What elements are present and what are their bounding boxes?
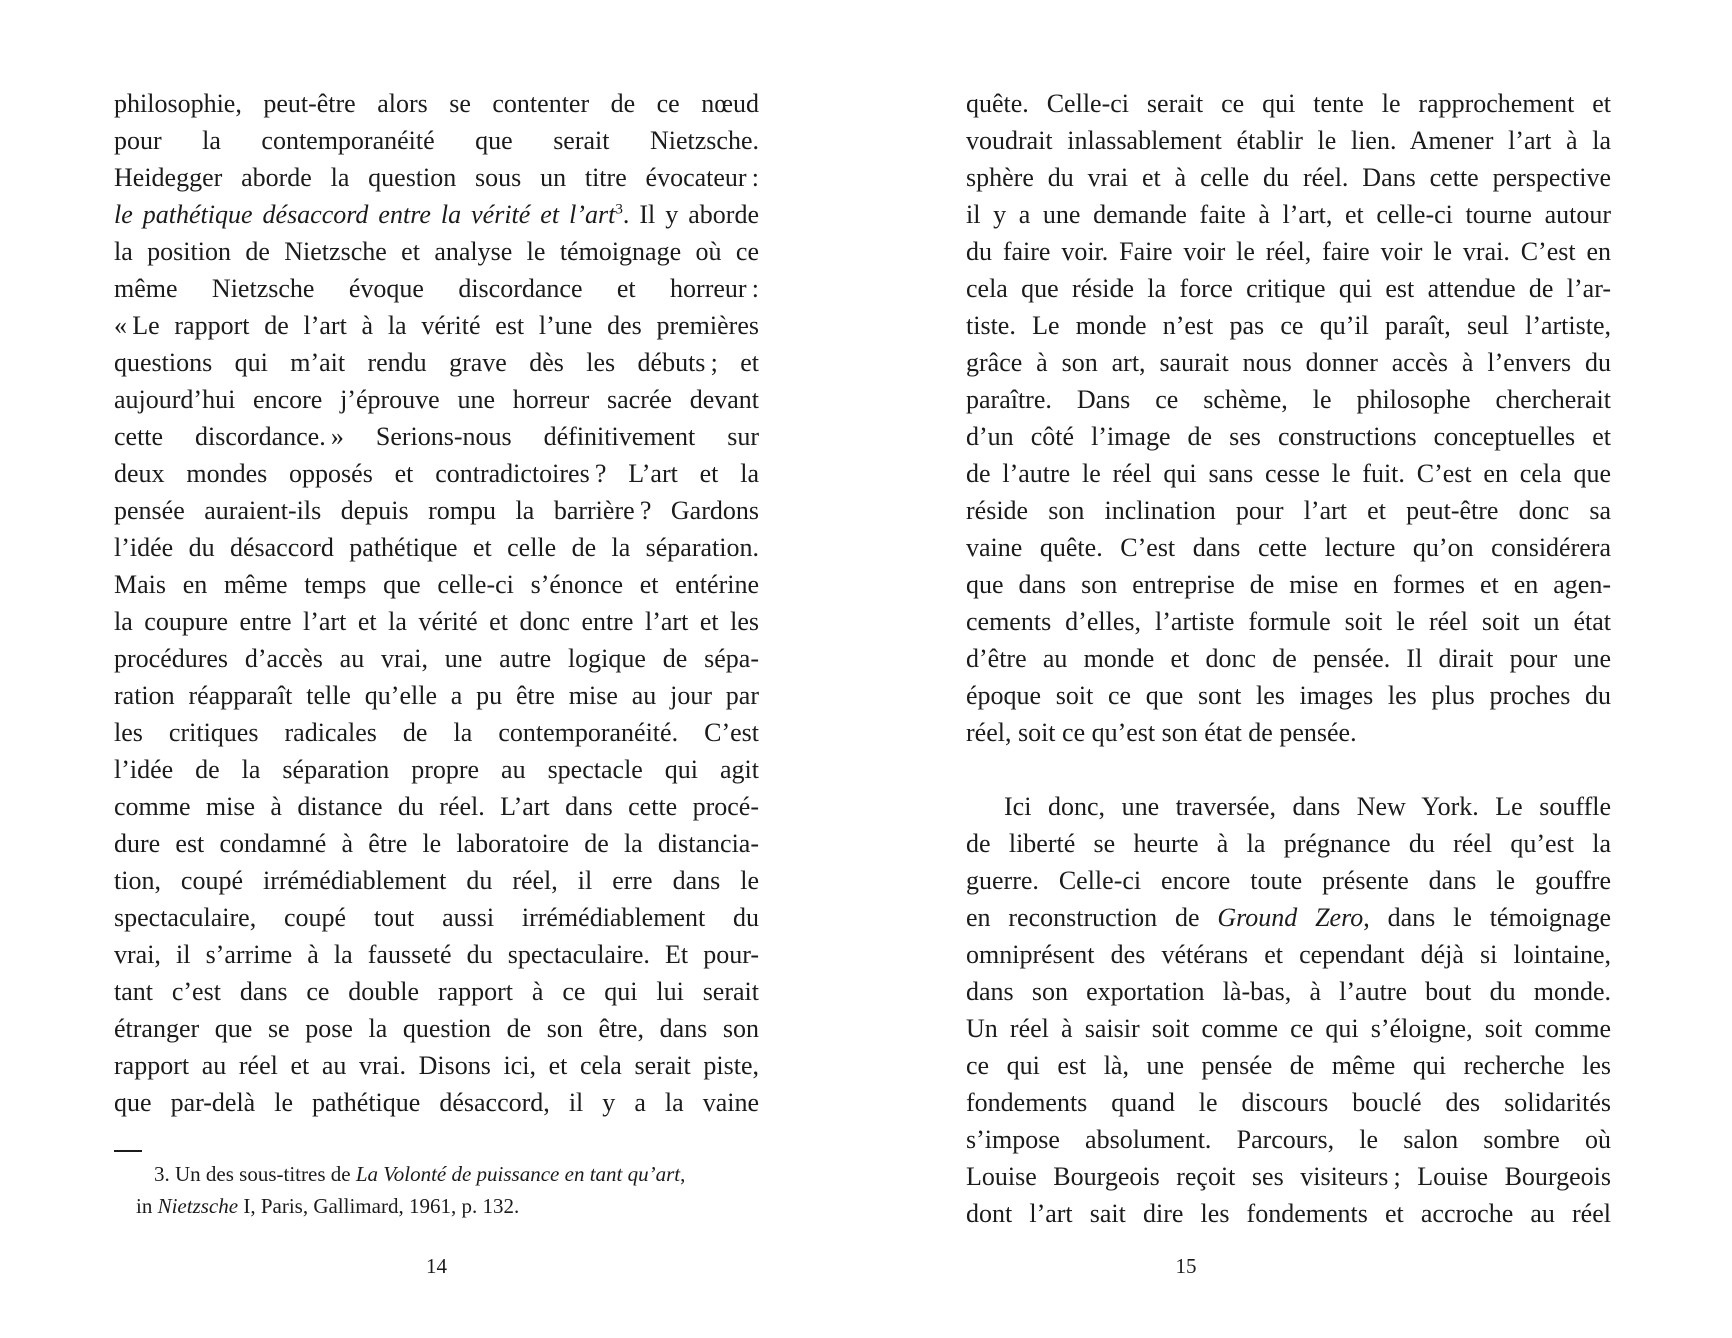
text-line: cette discordance. » Serions-nous définitivement sur [114,422,759,451]
text-line: époque soit ce que sont les images les plus proches du [966,681,1611,710]
text-line: spectaculaire, coupé tout aussi irrémédiablement du [114,903,759,932]
text-line: Louise Bourgeois reçoit ses visiteurs ; Louise Bourgeois [966,1162,1611,1191]
text-line: réside son inclination pour l’art et peut-être donc sa [966,496,1611,525]
text-line: s’impose absolument. Parcours, le salon sombre où [966,1125,1611,1154]
text-line: questions qui m’ait rendu grave dès les débuts ; et [114,348,759,377]
text-line: vrai, il s’arrime à la fausseté du spectaculaire. Et pour- [114,940,759,969]
text-line: paraître. Dans ce schème, le philosophe chercherait [966,385,1611,414]
text-line: d’un côté l’image de ses constructions conceptuelles et [966,422,1611,451]
text-line: aujourd’hui encore j’éprouve une horreur sacrée devant [114,385,759,414]
text-line: vaine quête. C’est dans cette lecture qu’on considérera [966,533,1611,562]
footnote-line: in Nietzsche I, Paris, Gallimard, 1961, p. 132. [136,1194,520,1218]
footnote-line: 3. Un des sous-titres de La Volonté de puissance en tant qu’art, [154,1162,686,1186]
text-line: le pathétique désaccord entre la vérité et l’art$^3$. Il y aborde [114,200,759,229]
text-line: la coupure entre l’art et la vérité et donc entre l’art et les [114,607,759,636]
text-line: rapport au réel et au vrai. Disons ici, et cela serait piste, [114,1051,759,1080]
text-line: voudrait inlassablement établir le lien. Amener l’art à la [966,126,1611,155]
text-line: quête. Celle-ci serait ce qui tente le rapprochement et [966,89,1611,118]
text-line: ce qui est là, une pensée de même qui recherche les [966,1051,1611,1080]
text-line: réel, soit ce qu’est son état de pensée. [966,718,1357,747]
blank-line [966,751,1611,788]
text-line: de liberté se heurte à la prégnance du réel qu’est la [966,829,1611,858]
text-line: d’être au monde et donc de pensée. Il dirait pour une [966,644,1611,673]
text-line: comme mise à distance du réel. L’art dans cette procé- [114,792,759,821]
text-line: du faire voir. Faire voir le réel, faire voir le vrai. C’est en [966,237,1611,266]
text-line: omniprésent des vétérans et cependant déjà si lointaine, [966,940,1611,969]
page-left-folio: 14 [426,1254,447,1278]
text-line: dure est condamné à être le laboratoire de la distancia- [114,829,759,858]
text-line: dont l’art sait dire les fondements et accroche au réel [966,1199,1611,1228]
text-line: l’idée du désaccord pathétique et celle de la séparation. [114,533,759,562]
text-line: philosophie, peut-être alors se contenter de ce nœud [114,89,759,118]
text-line: procédures d’accès au vrai, une autre logique de sépa- [114,644,759,673]
text-line: fondements quand le discours bouclé des solidarités [966,1088,1611,1117]
page-left-body [114,85,759,1121]
text-line: « Le rapport de l’art à la vérité est l’une des premières [114,311,759,340]
text-line: Ici donc, une traversée, dans New York. Le souffle [1004,792,1611,821]
page-left-footnote [114,1158,759,1222]
text-line: il y a une demande faite à l’art, et celle-ci tourne autour [966,200,1611,229]
footnote-separator [114,1150,142,1152]
text-line: même Nietzsche évoque discordance et horreur : [114,274,759,303]
text-line: pour la contemporanéité que serait Nietzsche. [114,126,759,155]
text-line: l’idée de la séparation propre au spectacle qui agit [114,755,759,784]
text-line: cements d’elles, l’artiste formule soit le réel soit un état [966,607,1611,636]
text-line: cela que réside la force critique qui est attendue de l’ar- [966,274,1611,303]
page-right-body [966,85,1611,1232]
text-line: deux mondes opposés et contradictoires ? L’art et la [114,459,759,488]
text-line: que dans son entreprise de mise en formes et en agen- [966,570,1611,599]
text-line: grâce à son art, saurait nous donner accès à l’envers du [966,348,1611,377]
text-line: Heidegger aborde la question sous un titre évocateur : [114,163,759,192]
text-line: les critiques radicales de la contemporanéité. C’est [114,718,759,747]
text-line: Mais en même temps que celle-ci s’énonce et entérine [114,570,759,599]
text-line: en reconstruction de Ground Zero, dans le témoignage [966,903,1611,932]
text-line: de l’autre le réel qui sans cesse le fuit. C’est en cela que [966,459,1611,488]
text-line: Un réel à saisir soit comme ce qui s’éloigne, soit comme [966,1014,1611,1043]
text-line: dans son exportation là-bas, à l’autre bout du monde. [966,977,1611,1006]
text-line: ration réapparaît telle qu’elle a pu être mise au jour par [114,681,759,710]
text-line: tiste. Le monde n’est pas ce qu’il paraît, seul l’artiste, [966,311,1611,340]
text-line: tion, coupé irrémédiablement du réel, il erre dans le [114,866,759,895]
page-right-folio: 15 [1175,1254,1197,1278]
text-line: étranger que se pose la question de son être, dans son [114,1014,759,1043]
text-line: tant c’est dans ce double rapport à ce qui lui serait [114,977,759,1006]
text-line: guerre. Celle-ci encore toute présente dans le gouffre [966,866,1611,895]
text-line: sphère du vrai et à celle du réel. Dans cette perspective [966,163,1611,192]
text-line: la position de Nietzsche et analyse le témoignage où ce [114,237,759,266]
text-line: que par-delà le pathétique désaccord, il y a la vaine [114,1088,759,1117]
text-line: pensée auraient-ils depuis rompu la barrière ? Gardons [114,496,759,525]
